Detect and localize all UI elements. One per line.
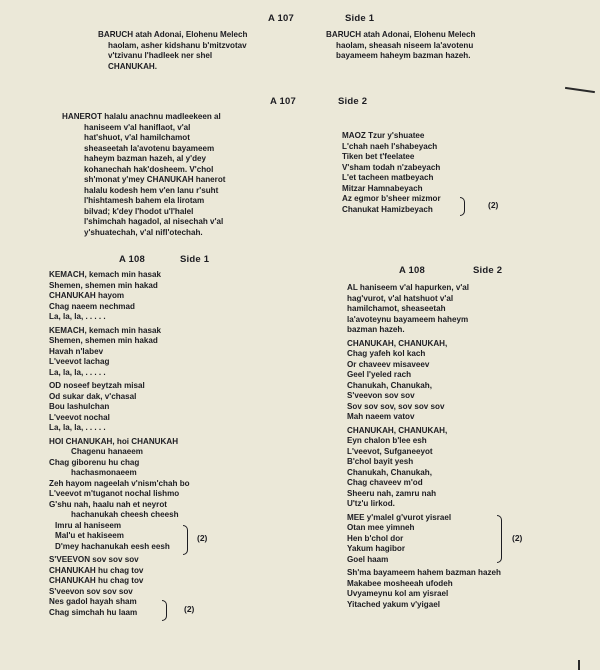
- lyric-line: hamilchamot, sheaseetah: [347, 304, 446, 313]
- lyric-line: Hen b'chol dor: [347, 533, 404, 543]
- repeat-brace: [162, 600, 167, 621]
- lyric-line: L'chah naeh l'shabeyach: [342, 141, 438, 151]
- lyric-line: AL haniseem v'al hapurken, v'al: [347, 283, 470, 292]
- lyric-line: MAOZ Tzur y'shuatee: [342, 131, 425, 140]
- repeat-marker: (2): [512, 533, 523, 543]
- lyric-line: bayameem haheym bazman hazeh.: [336, 51, 471, 60]
- lyric-line: U'tz'u lirkod.: [347, 499, 395, 508]
- repeat-marker: (2): [197, 533, 208, 543]
- lyric-line: Az egmor b'sheer mizmor: [342, 194, 441, 203]
- a107-side1-left-text: [98, 30, 247, 72]
- lyric-line: S'VEEVON sov sov sov: [49, 555, 139, 564]
- lyric-line: haolam, sheasah niseem la'avotenu: [336, 40, 474, 50]
- lyric-line: Otan mee yimneh: [347, 523, 415, 532]
- lyric-line: CHANUKAH.: [108, 61, 158, 71]
- lyric-line: haniseem v'al haniflaot, v'al: [84, 122, 191, 132]
- lyric-line: Tiken bet t'feelatee: [342, 152, 415, 161]
- lyric-line: Sheeru nah, zamru nah: [347, 488, 437, 498]
- lyric-line: Yakum hagibor: [347, 544, 406, 553]
- a107-side2-maoz-text: [342, 131, 441, 215]
- a107-side2-hanerot-text: [62, 112, 225, 238]
- lyric-line: bazman hazeh.: [347, 325, 405, 334]
- lyric-line: CHANUKAH, CHANUKAH,: [347, 338, 448, 348]
- a108-side1-text: [49, 270, 190, 618]
- repeat-brace: [183, 525, 188, 555]
- a108-side2-label: Side 2: [473, 265, 503, 276]
- lyric-line: Eyn chalon b'lee esh: [347, 436, 427, 445]
- lyric-line: L'veevot lachag: [49, 357, 110, 366]
- lyric-line: CHANUKAH hayom: [49, 291, 125, 300]
- lyric-line: Geel l'yeled rach: [347, 370, 412, 379]
- lyric-line: Chag naeem nechmad: [49, 301, 135, 311]
- a107-side1-right-text: [326, 30, 475, 62]
- lyric-line: hachanukah cheesh cheesh: [71, 510, 179, 519]
- lyric-line: Sh'ma bayameem hahem bazman hazeh: [347, 568, 501, 577]
- a108-record-number: A 108: [119, 254, 145, 265]
- lyric-line: v'tzivanu l'hadleek ner shel: [108, 51, 213, 60]
- lyric-line: hat'shuot, v'al hamilchamot: [84, 133, 190, 142]
- lyric-line: la'avoteynu bayameem haheym: [347, 314, 469, 324]
- a108-side2-text: [347, 283, 501, 610]
- lyric-line: Mal'u et hakiseem: [55, 531, 124, 540]
- lyric-line: Chanukah, Chanukah,: [347, 380, 432, 390]
- lyric-line: KEMACH, kemach min hasak: [49, 270, 162, 279]
- a108-side1-label: Side 1: [180, 254, 210, 265]
- lyric-line: haolam, asher kidshanu b'mitzvotav: [108, 40, 247, 50]
- lyric-line: La, la, la, . . . . .: [49, 312, 106, 321]
- repeat-marker: (2): [184, 604, 195, 614]
- lyric-line: Zeh hayom nageelah v'nism'chah bo: [49, 478, 190, 488]
- lyric-line: Nes gadol hayah sham: [49, 597, 137, 606]
- lyric-line: MEE y'malel g'vurot yisrael: [347, 512, 452, 522]
- lyric-line: hachasmonaeem: [71, 468, 137, 477]
- lyric-line: Shemen, shemen min hakad: [49, 336, 158, 345]
- a107-record-number-2: A 107: [270, 96, 296, 107]
- lyric-line: BARUCH atah Adonai, Elohenu Melech: [326, 30, 476, 39]
- lyric-line: S'veevon sov sov: [347, 391, 415, 400]
- lyric-line: Chag chaveev m'od: [347, 478, 423, 487]
- lyric-line: S'veevon sov sov sov: [49, 586, 133, 596]
- lyric-line: CHANUKAH hu chag tov: [49, 576, 144, 585]
- lyric-line: La, la, la, . . . . .: [49, 367, 106, 377]
- lyric-line: CHANUKAH, CHANUKAH,: [347, 425, 448, 435]
- lyric-line: l'shimchah hagadol, al nisechah v'al: [84, 217, 224, 226]
- lyric-line: Goel haam: [347, 554, 389, 564]
- lyric-line: D'mey hachanukah eesh eesh: [55, 541, 170, 551]
- lyric-line: L'et tacheen matbeyach: [342, 173, 434, 182]
- lyric-line: Chanukah, Chanukah,: [347, 467, 432, 477]
- lyric-line: BARUCH atah Adonai, Elohenu Melech: [98, 30, 248, 39]
- lyric-line: Mitzar Hamnabeyach: [342, 183, 423, 193]
- repeat-brace: [497, 515, 502, 563]
- lyric-line: Makabee mosheeah ufodeh: [347, 578, 453, 588]
- lyric-line: bilvad; k'dey l'hodot u'l'halel: [84, 206, 194, 216]
- lyric-line: l'hishtamesh bahem ela lirotam: [84, 196, 205, 205]
- lyric-line: haheym bazman hazeh, al y'dey: [84, 154, 207, 163]
- lyric-line: kohanechah hak'dosheem. V'chol: [84, 164, 214, 174]
- a107-side2-label: Side 2: [338, 96, 368, 107]
- lyric-line: KEMACH, kemach min hasak: [49, 325, 162, 335]
- lyric-line: Or chaveev misaveev: [347, 359, 430, 369]
- a108-record-number-2: A 108: [399, 265, 425, 276]
- lyric-line: L'veevot nochal: [49, 412, 110, 422]
- lyric-line: B'chol bayit yesh: [347, 457, 414, 466]
- lyric-line: sh'monat y'mey CHANUKAH hanerot: [84, 175, 226, 184]
- lyric-line: HANEROT halalu anachnu madleekeen al: [62, 112, 221, 121]
- edge-mark: [565, 87, 595, 93]
- lyric-line: Chag yafeh kol kach: [347, 349, 426, 358]
- lyric-line: Imru al haniseem: [55, 520, 122, 530]
- edge-mark: [578, 660, 580, 670]
- repeat-brace: [460, 197, 465, 216]
- lyric-line: OD noseef beytzah misal: [49, 381, 145, 390]
- lyric-line: HOI CHANUKAH, hoi CHANUKAH: [49, 436, 179, 446]
- lyric-line: Mah naeem vatov: [347, 412, 415, 421]
- lyric-line: y'shuatechah, v'al nifl'otechah.: [84, 227, 203, 237]
- lyric-line: L'veevot, Sufganeeyot: [347, 446, 433, 456]
- lyric-line: La, la, la, . . . . .: [49, 423, 106, 432]
- repeat-marker: (2): [488, 200, 499, 210]
- lyric-line: Chagenu hanaeem: [71, 447, 143, 456]
- lyric-line: hag'vurot, v'al hatshuot v'al: [347, 293, 454, 303]
- lyric-line: halalu kodesh hem v'en lanu r'suht: [84, 185, 219, 195]
- lyric-line: sheaseetah la'avotenu bayameem: [84, 143, 215, 153]
- lyric-line: Shemen, shemen min hakad: [49, 280, 158, 290]
- lyric-line: Sov sov sov, sov sov sov: [347, 401, 445, 411]
- lyric-line: L'veevot m'tuganot nochal lishmo: [49, 489, 180, 498]
- lyric-line: Bou lashulchan: [49, 402, 110, 411]
- lyric-line: Chag simchah hu laam: [49, 607, 138, 617]
- lyric-line: Od sukar dak, v'chasal: [49, 391, 137, 401]
- lyric-line: G'shu nah, haalu nah et neyrot: [49, 499, 167, 509]
- lyric-line: Havah n'labev: [49, 346, 104, 356]
- lyric-line: Yitached yakum v'yigael: [347, 599, 440, 609]
- a107-side1-label: Side 1: [345, 13, 375, 24]
- lyric-line: CHANUKAH hu chag tov: [49, 565, 144, 575]
- lyric-line: Uvyameynu kol am yisrael: [347, 589, 449, 598]
- lyric-line: V'sham todah n'zabeyach: [342, 162, 441, 172]
- lyric-line: Chag giborenu hu chag: [49, 457, 140, 467]
- a107-record-number: A 107: [268, 13, 294, 24]
- lyric-line: Chanukat Hamizbeyach: [342, 204, 433, 214]
